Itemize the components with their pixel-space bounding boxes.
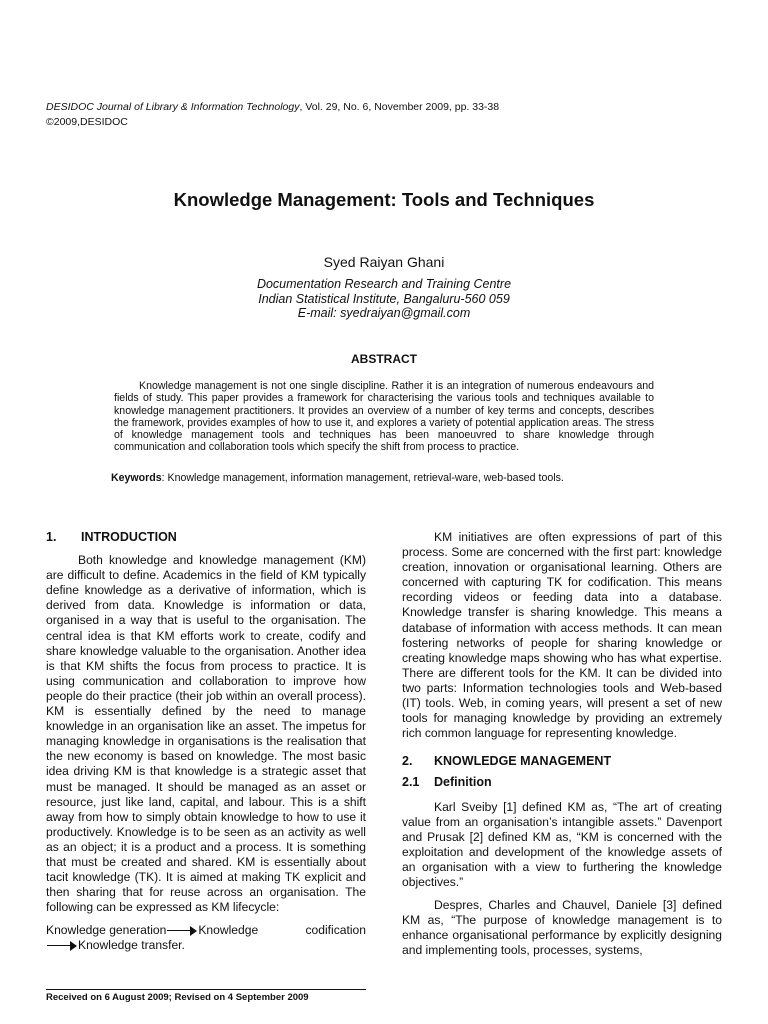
km-initiatives-paragraph: KM initiatives are often expressions of part of this process. Some are concerned with the first part: knowledge creation, innovation or organisational learning. Others are concerned with capturing TK for codification. This means recording videos or feeding data into a database. Knowledge transfer is sharing knowledge. This means a database of information with access methods. It can mean fostering networks of people for sharing knowledge or creating knowledge maps showing who has what expertise. There are different tools for the KM. It can be divided into two parts: Information technologies tools and Web-based (IT) tools. Web, in coming years, will present a set of new tools for managing knowledge by providing an extremely rich common language for representing knowledge. — [402, 530, 722, 741]
author-name: Syed Raiyan Ghani — [323, 254, 445, 270]
subsection-2-1-title: Definition — [434, 775, 492, 790]
author-email: E-mail: syedraiyan@gmail.com — [297, 306, 471, 320]
keywords-text: : Knowledge management, information management, retrieval-ware, web-based tools. — [161, 472, 564, 484]
section-1-heading — [46, 530, 366, 545]
lifecycle-step-codification — [198, 923, 366, 938]
copyright: ©2009,DESIDOC — [46, 116, 128, 128]
keywords — [111, 472, 671, 485]
intro-paragraph: Both knowledge and knowledge management (KM) are difficult to define. Academics in the field of KM typically define knowledge as a derivative of information, which is derived from data. Knowledge is information or data, organised in a way that is useful to the organisation. The central idea is that KM efforts work to create, codify and share knowledge valuable to the organisation. Another idea is that KM shifts the focus from process to practice. It is using communication and collaboration to improve how people do their practice (their job within an overall process). KM is essentially defined by the need to manage knowledge in an organisation like an asset. The impetus for managing knowledge in organisations is the realisation that the new economy is based on knowledge. The most basic idea driving KM is that knowledge is a strategic asset that must be managed. It should be managed as an asset or resource, just like land, capital, and labour. This is a shift away from how to simply obtain knowledge to how to use it productively. Knowledge is to be seen as an activity as well as an object; it is a product and a process. It is something that must be created and shared. KM is essentially about tacit knowledge (TK). It is aimed at making TK explicit and then sharing that for reuse across an organisation. The following can be expressed as KM lifecycle: — [46, 553, 366, 915]
affiliation — [0, 277, 768, 321]
journal-name: DESIDOC Journal of Library & Information Technology — [46, 101, 300, 113]
subsection-2-1-number: 2.1 — [402, 775, 420, 790]
journal-citation — [46, 101, 499, 114]
abstract-heading: ABSTRACT — [351, 352, 417, 366]
journal-details: , Vol. 29, No. 6, November 2009, pp. 33-38 — [299, 101, 500, 113]
lifecycle-word-codification: codification — [305, 923, 366, 938]
km-lifecycle — [46, 923, 366, 953]
lifecycle-step-transfer: Knowledge transfer. — [78, 938, 185, 953]
footer-divider — [46, 989, 366, 990]
section-2-title: KNOWLEDGE MANAGEMENT — [434, 754, 612, 769]
arrow-right-icon — [47, 941, 77, 951]
right-column — [402, 530, 722, 958]
paper-title: Knowledge Management: Tools and Techniques — [173, 189, 595, 210]
section-1-number: 1. — [46, 530, 57, 544]
section-2-number: 2. — [402, 754, 413, 769]
definition-paragraph-2: Despres, Charles and Chauvel, Daniele [3] defined KM as, “The purpose of knowledge management is to enhance organisational performance by explicitly designing and implementing tools, processes, systems, — [402, 898, 722, 958]
lifecycle-step-generation: Knowledge generation — [46, 923, 167, 938]
subsection-2-1-heading — [402, 775, 722, 790]
received-dates: Received on 6 August 2009; Revised on 4 September 2009 — [46, 992, 309, 1003]
lifecycle-row-1 — [46, 923, 366, 938]
section-1-title: INTRODUCTION — [81, 530, 177, 544]
section-2-heading — [402, 754, 722, 769]
keywords-label: Keywords — [111, 472, 162, 484]
lifecycle-row-2 — [46, 938, 366, 953]
affiliation-line-2: Indian Statistical Institute, Bangaluru-560 059 — [258, 291, 510, 306]
abstract-text: Knowledge management is not one single discipline. Rather it is an integration of numerous endeavours and fields of study. This paper provides a framework for characterising the various tools and techniques available to knowledge management practitioners. It provides an overview of a number of key terms and concepts, describes the framework, provides examples of how to use it, and explores a variety of potential application areas. The stress of knowledge management tools and techniques has been manoeuvred to share knowledge through communication and collaboration tools which specify the shift from process to practice. — [114, 380, 654, 454]
definition-paragraph-1: Karl Sveiby [1] defined KM as, “The art of creating value from an organisation’s intangible assets.” Davenport and Prusak [2] defined KM as, “KM is concerned with the exploitation and development of the knowledge assets of an organisation with a view to furthering the knowledge objectives.” — [402, 799, 722, 889]
arrow-right-icon — [167, 926, 197, 936]
affiliation-line-1: Documentation Research and Training Centre — [256, 277, 512, 291]
left-column — [46, 530, 366, 954]
lifecycle-word-knowledge: Knowledge — [198, 923, 259, 938]
